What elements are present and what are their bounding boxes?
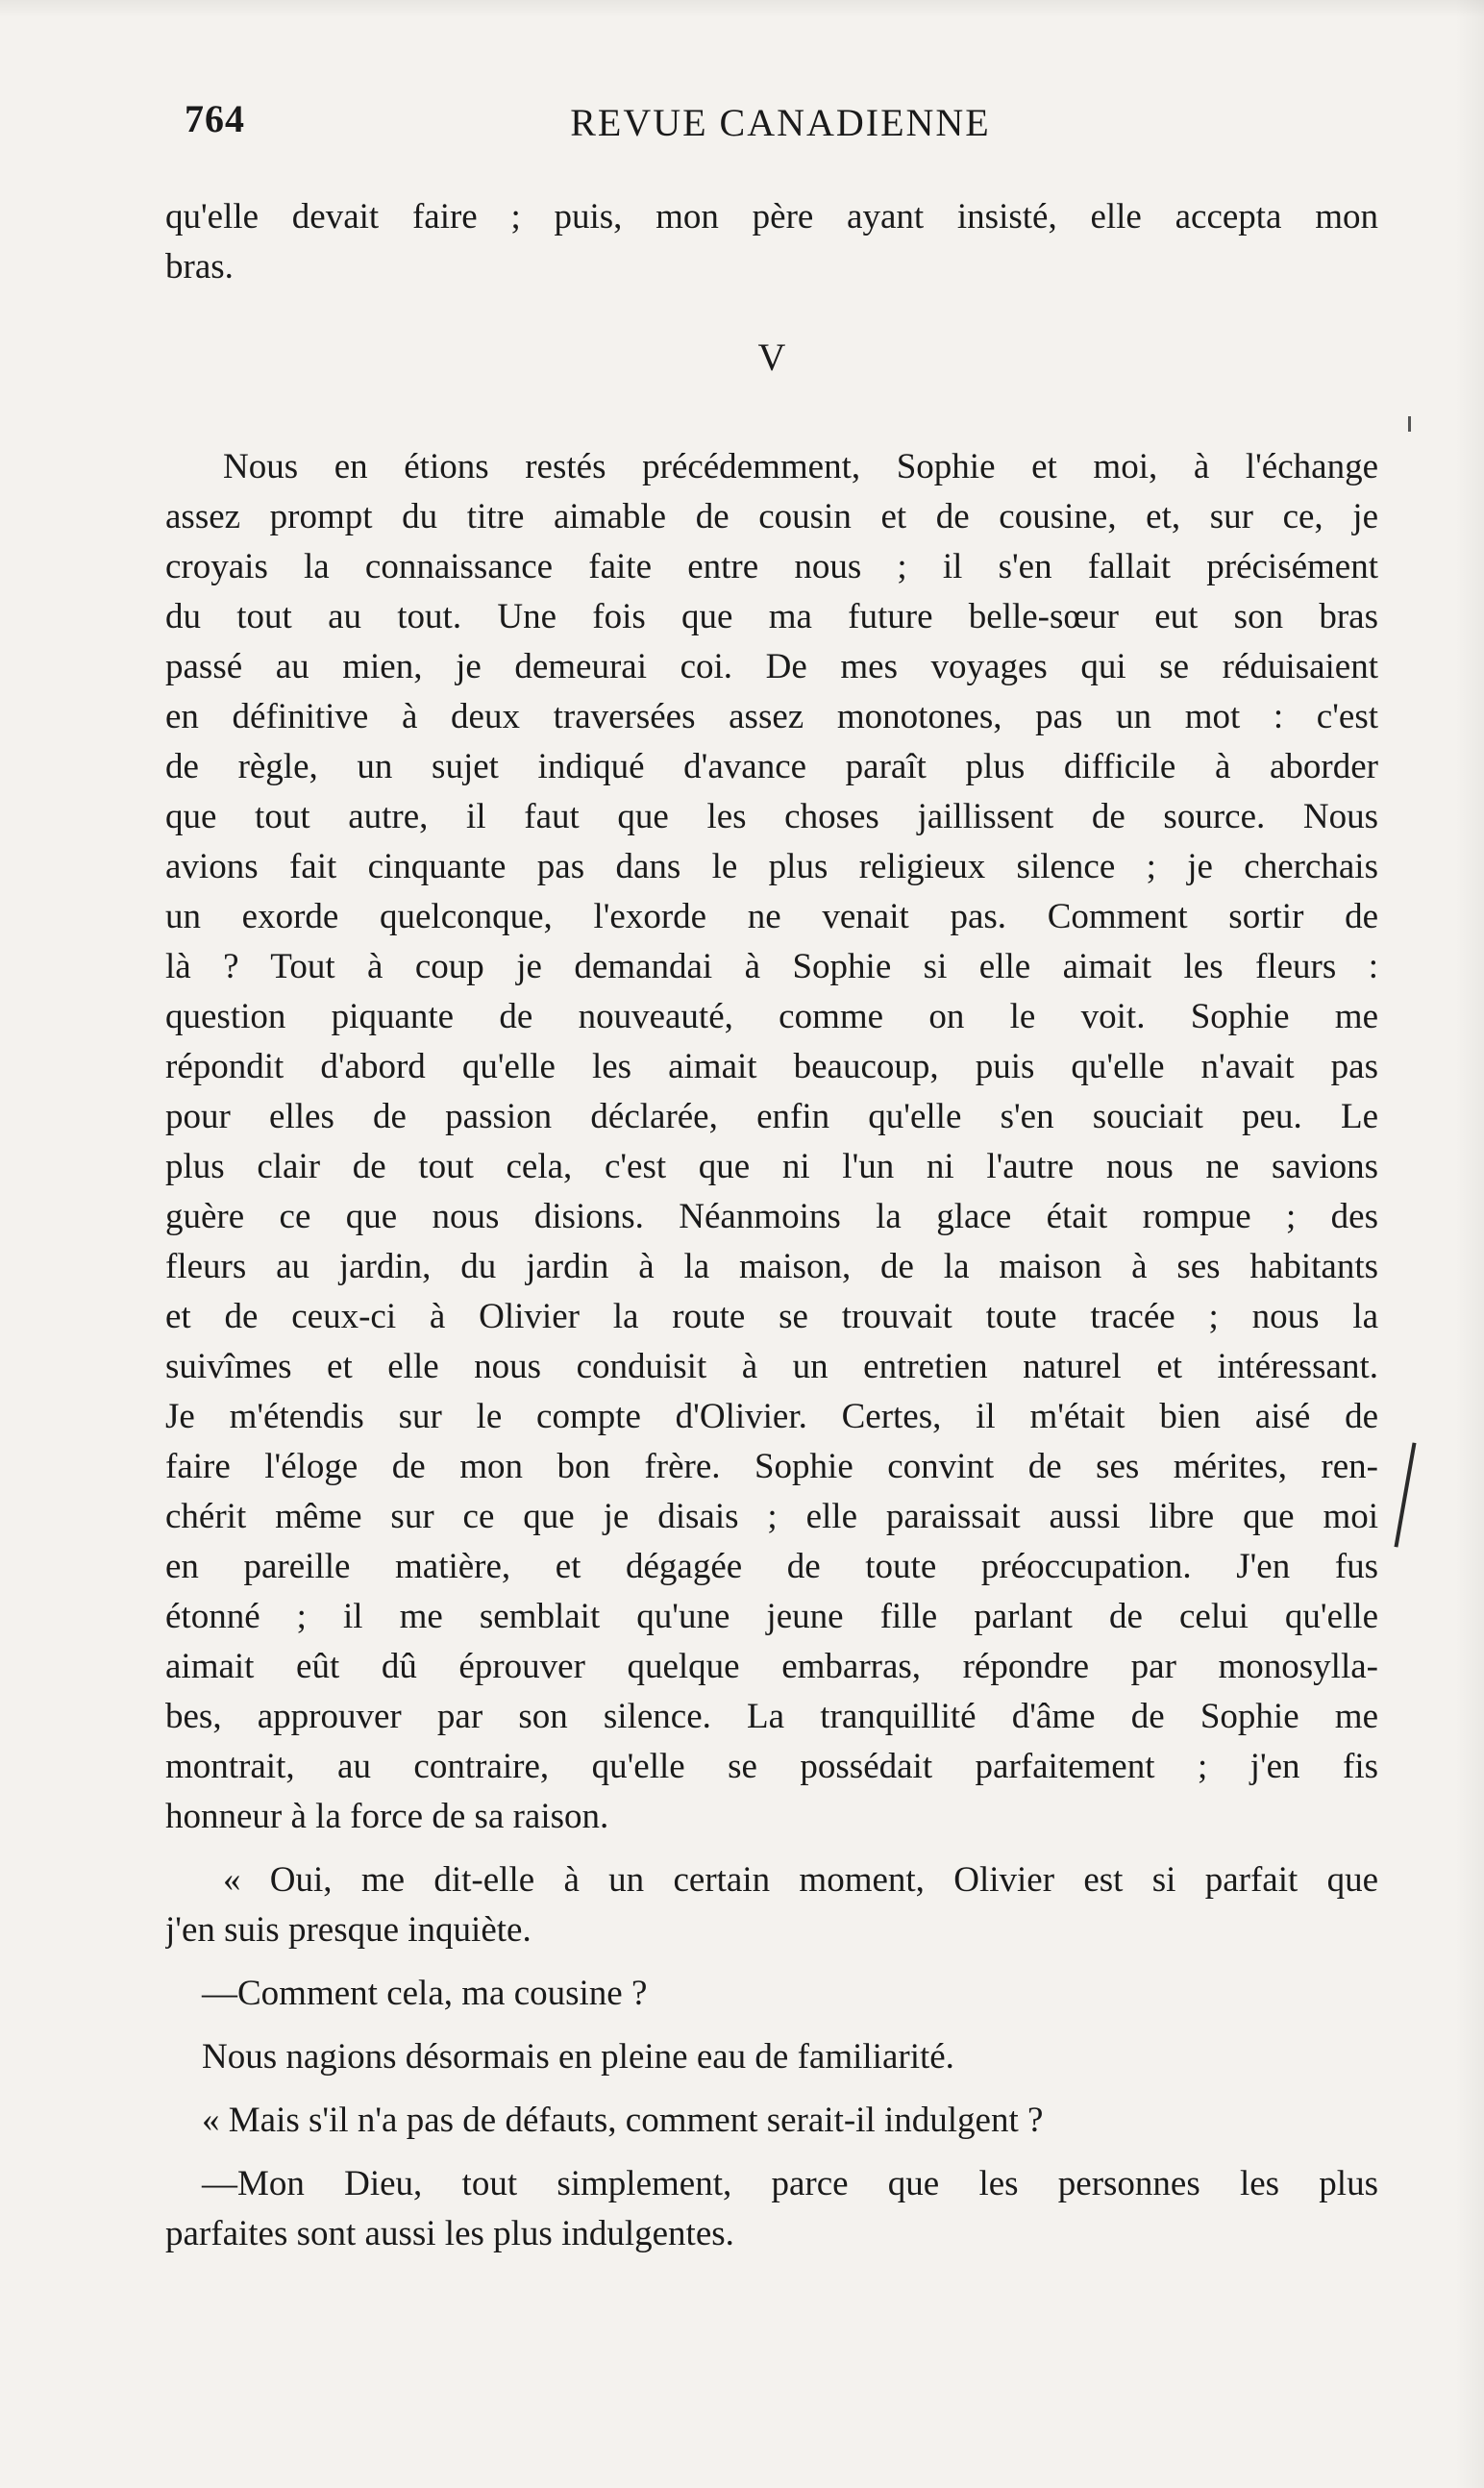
paragraph-spacer	[165, 2082, 1378, 2096]
dialogue-line: j'en suis presque inquiète.	[165, 1910, 532, 1950]
margin-mark	[1408, 416, 1411, 432]
text-line: guère ce que nous disions. Néanmoins la glace était rompue ; des	[165, 1197, 1378, 1236]
text-line: bes, approuver par son silence. La tranquillité d'âme de Sophie me	[165, 1697, 1378, 1736]
text-line: montrait, au contraire, qu'elle se possédait parfaitement ; j'en fis	[165, 1747, 1378, 1786]
text-line: croyais la connaissance faite entre nous ; il s'en fallait précisément	[165, 547, 1378, 586]
text-line: en définitive à deux traversées assez monotones, pas un mot : c'est	[165, 697, 1378, 736]
text-line: un exorde quelconque, l'exorde ne venait pas. Comment sortir de	[165, 897, 1378, 936]
text-line: qu'elle devait faire ; puis, mon père ayant insisté, elle accepta mon	[165, 197, 1378, 236]
text-line: là ? Tout à coup je demandai à Sophie si elle aimait les fleurs :	[165, 947, 1378, 986]
paragraph-spacer	[165, 1955, 1378, 1969]
text-line: fleurs au jardin, du jardin à la maison, de la maison à ses habitants	[165, 1247, 1378, 1286]
page-header	[185, 96, 1376, 163]
paragraph-spacer	[165, 2146, 1378, 2159]
text-line: en pareille matière, et dégagée de toute préoccupation. J'en fus	[165, 1547, 1378, 1586]
dialogue-line: parfaites sont aussi les plus indulgentes.	[165, 2214, 734, 2253]
text-line: question piquante de nouveauté, comme on le voit. Sophie me	[165, 997, 1378, 1036]
text-line: chérit même sur ce que je disais ; elle paraissait aussi libre que moi	[165, 1497, 1378, 1536]
text-line: honneur à la force de sa raison.	[165, 1797, 609, 1836]
page-number: 764	[185, 97, 245, 140]
text-line: suivîmes et elle nous conduisit à un entretien naturel et intéressant.	[165, 1347, 1378, 1386]
dialogue-line: « Oui, me dit-elle à un certain moment, Olivier est si parfait que	[223, 1860, 1378, 1900]
text-line: et de ceux-ci à Olivier la route se trouvait toute tracée ; nous la	[165, 1297, 1378, 1336]
dialogue-line: « Mais s'il n'a pas de défauts, comment serait-il indulgent ?	[202, 2101, 1044, 2140]
text-line: répondit d'abord qu'elle les aimait beaucoup, puis qu'elle n'avait pas	[165, 1047, 1378, 1086]
text-line: pour elles de passion déclarée, enfin qu'elle s'en souciait peu. Le	[165, 1097, 1378, 1136]
text-line: du tout au tout. Une fois que ma future belle-sœur eut son bras	[165, 597, 1378, 636]
text-line: faire l'éloge de mon bon frère. Sophie convint de ses mérites, ren-	[165, 1447, 1378, 1486]
paragraph-spacer	[165, 1842, 1378, 1855]
text-line: passé au mien, je demeurai coi. De mes voyages qui se réduisaient	[165, 647, 1378, 686]
text-line: plus clair de tout cela, c'est que ni l'un ni l'autre nous ne savions	[165, 1147, 1378, 1186]
paper-edge-shading	[1455, 0, 1484, 2488]
text-line: bras.	[165, 247, 234, 286]
text-line: avions fait cinquante pas dans le plus religieux silence ; je cherchais	[165, 847, 1378, 886]
text-line: étonné ; il me semblait qu'une jeune fille parlant de celui qu'elle	[165, 1597, 1378, 1636]
paper-edge-shadow	[0, 0, 1484, 17]
dialogue-line: —Mon Dieu, tout simplement, parce que les personnes les plus	[202, 2164, 1378, 2203]
running-title: REVUE CANADIENNE	[570, 101, 991, 144]
text-line: Je m'étendis sur le compte d'Olivier. Certes, il m'était bien aisé de	[165, 1397, 1378, 1436]
text-line: que tout autre, il faut que les choses jaillissent de source. Nous	[165, 797, 1378, 836]
section-heading: V	[757, 336, 786, 379]
paragraph-spacer	[165, 2019, 1378, 2032]
body-text	[165, 192, 1378, 2259]
dialogue-line: —Comment cela, ma cousine ?	[202, 1974, 648, 2013]
margin-annotation-stroke	[1394, 1442, 1416, 1547]
text-line: assez prompt du titre aimable de cousin et de cousine, et, sur ce, je	[165, 497, 1378, 536]
text-line: de règle, un sujet indiqué d'avance paraît plus difficile à aborder	[165, 747, 1378, 786]
text-line: aimait eût dû éprouver quelque embarras, répondre par monosylla-	[165, 1647, 1378, 1686]
text-line: Nous en étions restés précédemment, Sophie et moi, à l'échange	[223, 447, 1378, 486]
dialogue-line: Nous nagions désormais en pleine eau de familiarité.	[202, 2037, 954, 2077]
